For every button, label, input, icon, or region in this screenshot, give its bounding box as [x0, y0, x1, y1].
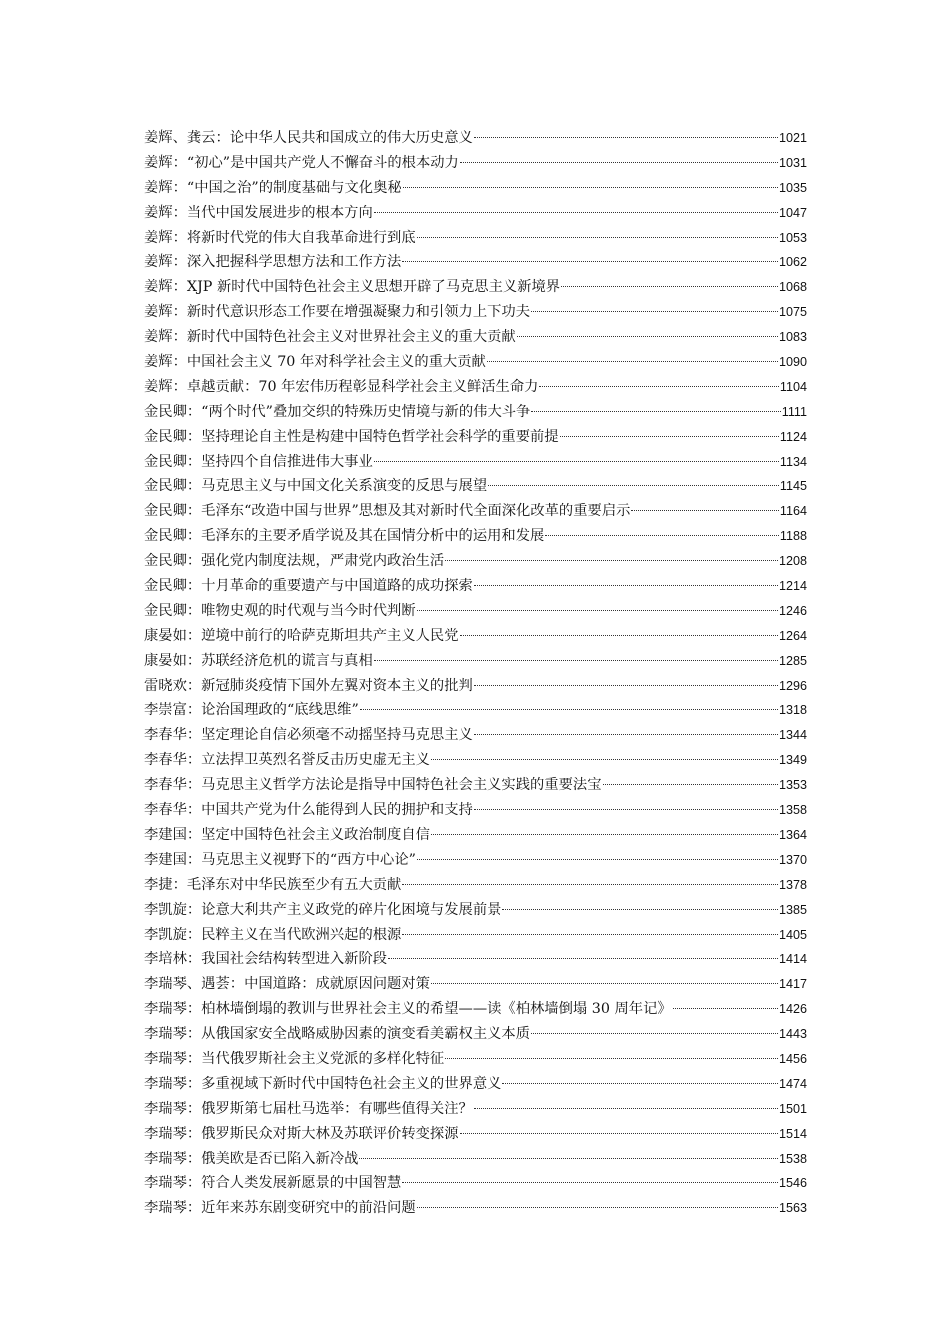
toc-entry[interactable] [144, 1097, 807, 1122]
toc-entry[interactable] [144, 923, 807, 948]
toc-entry-page-number: 1104 [779, 379, 807, 394]
toc-dot-leader [474, 684, 778, 686]
toc-dot-leader [431, 982, 778, 984]
toc-entry-title: 姜辉：当代中国发展进步的根本方向 [144, 204, 373, 221]
toc-dot-leader [474, 584, 778, 586]
toc-entry-title: 李建国：马克思主义视野下的“西方中心论” [144, 851, 416, 868]
toc-entry[interactable] [144, 798, 807, 823]
toc-dot-leader [374, 659, 778, 661]
toc-entry[interactable] [144, 698, 807, 723]
toc-dot-leader [460, 1132, 778, 1134]
toc-entry-page-number: 1021 [778, 131, 807, 145]
toc-entry-page-number: 1474 [778, 1076, 807, 1091]
toc-entry-title: 姜辉：深入把握科学思想方法和工作方法 [144, 254, 402, 271]
toc-entry-page-number: 1414 [778, 952, 807, 967]
toc-entry-title: 金民卿：毛泽东的主要矛盾学说及其在国情分析中的运用和发展 [144, 528, 545, 545]
toc-dot-leader [502, 1082, 778, 1084]
toc-entry[interactable] [144, 674, 807, 699]
toc-dot-leader [561, 285, 778, 287]
toc-entry-title: 姜辉：XJP 新时代中国特色社会主义思想开辟了马克思主义新境界 [144, 279, 561, 296]
toc-entry-page-number: 1296 [778, 678, 807, 693]
toc-entry-page-number: 1456 [778, 1051, 807, 1066]
toc-entry-title: 姜辉：“初心”是中国共产党人不懈奋斗的根本动力 [144, 154, 459, 171]
toc-entry-title: 姜辉：新时代意识形态工作要在增强凝聚力和引领力上下功夫 [144, 304, 531, 321]
toc-entry-page-number: 1501 [778, 1101, 807, 1116]
toc-entry-title: 李建国：坚定中国特色社会主义政治制度自信 [144, 826, 430, 843]
toc-entry[interactable] [144, 400, 807, 425]
toc-dot-leader [474, 136, 778, 138]
toc-entry[interactable] [144, 823, 807, 848]
toc-entry-page-number: 1344 [778, 728, 807, 743]
toc-entry[interactable] [144, 1047, 807, 1072]
toc-entry-page-number: 1364 [778, 827, 807, 842]
toc-entry[interactable] [144, 151, 807, 176]
toc-entry[interactable] [144, 275, 807, 300]
toc-entry-title: 姜辉：卓越贡献：70 年宏伟历程彰显科学社会主义鲜活生命力 [144, 378, 539, 395]
toc-dot-leader [488, 484, 779, 486]
toc-dot-leader [502, 908, 778, 910]
toc-entry-page-number: 1353 [778, 778, 807, 793]
toc-dot-leader [431, 833, 778, 835]
toc-dot-leader [460, 634, 778, 636]
toc-entry-page-number: 1538 [778, 1151, 807, 1166]
toc-entry[interactable] [144, 997, 807, 1022]
toc-entry-page-number: 1385 [778, 902, 807, 917]
toc-dot-leader [531, 410, 780, 412]
toc-dot-leader [474, 1107, 778, 1109]
toc-entry[interactable] [144, 499, 807, 524]
toc-entry-page-number: 1035 [778, 180, 807, 195]
toc-entry[interactable] [144, 375, 807, 400]
toc-dot-leader [445, 1057, 778, 1059]
toc-entry-title: 康晏如：苏联经济危机的谎言与真相 [144, 652, 373, 669]
toc-entry-title: 姜辉：将新时代党的伟大自我革命进行到底 [144, 229, 416, 246]
toc-entry-page-number: 1068 [778, 280, 807, 295]
toc-entry-title: 李捷：毛泽东对中华民族至少有五大贡献 [144, 876, 402, 893]
toc-dot-leader [388, 957, 778, 959]
toc-entry-title: 李瑞琴：俄美欧是否已陷入新冷战 [144, 1150, 359, 1167]
toc-entry-page-number: 1090 [778, 355, 807, 370]
toc-entry-title: 李崇富：论治国理政的“底线思维” [144, 702, 359, 719]
toc-entry-title: 李瑞琴：柏林墙倒塌的教训与世界社会主义的希望——读《柏林墙倒塌 30 周年记》 [144, 1001, 672, 1018]
toc-entry-title: 李瑞琴：俄罗斯民众对斯大林及苏联评价转变探源 [144, 1125, 459, 1142]
toc-entry-title: 李春华：马克思主义哲学方法论是指导中国特色社会主义实践的重要法宝 [144, 777, 602, 794]
toc-entry[interactable] [144, 972, 807, 997]
toc-entry-title: 金民卿：马克思主义与中国文化关系演变的反思与展望 [144, 478, 488, 495]
toc-dot-leader [474, 733, 778, 735]
toc-entry[interactable] [144, 325, 807, 350]
toc-entry[interactable] [144, 599, 807, 624]
toc-dot-leader [460, 161, 778, 163]
toc-entry-title: 李瑞琴：近年来苏东剧变研究中的前沿问题 [144, 1200, 416, 1217]
toc-entry[interactable] [144, 773, 807, 798]
toc-entry-page-number: 1031 [778, 155, 807, 170]
toc-entry-page-number: 1124 [779, 429, 807, 444]
toc-entry-page-number: 1047 [778, 205, 807, 220]
table-of-contents [144, 126, 807, 1221]
toc-entry-title: 李瑞琴：多重视域下新时代中国特色社会主义的世界意义 [144, 1075, 502, 1092]
toc-entry[interactable] [144, 126, 807, 151]
toc-entry-title: 李春华：中国共产党为什么能得到人民的拥护和支持 [144, 802, 473, 819]
toc-entry[interactable] [144, 574, 807, 599]
toc-entry-title: 金民卿：坚持四个自信推进伟大事业 [144, 453, 373, 470]
toc-entry-title: 金民卿：“两个时代”叠加交织的特殊历史情境与新的伟大斗争 [144, 403, 531, 420]
toc-entry[interactable] [144, 474, 807, 499]
toc-entry-page-number: 1349 [778, 753, 807, 768]
toc-entry[interactable] [144, 1022, 807, 1047]
toc-entry-title: 金民卿：强化党内制度法规，严肃党内政治生活 [144, 553, 445, 570]
toc-dot-leader [417, 1206, 778, 1208]
toc-dot-leader [539, 385, 778, 387]
toc-entry-title: 李瑞琴：当代俄罗斯社会主义党派的多样化特征 [144, 1050, 445, 1067]
toc-dot-leader [359, 1157, 778, 1159]
toc-entry-title: 李瑞琴：符合人类发展新愿景的中国智慧 [144, 1175, 402, 1192]
toc-entry-title: 金民卿：唯物史观的时代观与当今时代判断 [144, 602, 416, 619]
toc-dot-leader [374, 211, 778, 213]
toc-dot-leader [417, 858, 778, 860]
toc-entry[interactable] [144, 1072, 807, 1097]
toc-entry-title: 雷晓欢：新冠肺炎疫情下国外左翼对资本主义的批判 [144, 677, 473, 694]
toc-entry-page-number: 1214 [778, 579, 807, 594]
toc-entry-page-number: 1075 [778, 305, 807, 320]
toc-dot-leader [402, 933, 778, 935]
toc-entry-page-number: 1370 [778, 852, 807, 867]
toc-entry-title: 李凯旋：论意大利共产主义政党的碎片化困境与发展前景 [144, 901, 502, 918]
toc-dot-leader [531, 1032, 778, 1034]
toc-entry[interactable] [144, 898, 807, 923]
toc-entry-page-number: 1426 [778, 1002, 807, 1017]
toc-entry[interactable] [144, 425, 807, 450]
toc-entry-page-number: 1111 [781, 404, 807, 419]
toc-entry[interactable] [144, 649, 807, 674]
toc-entry-title: 李春华：立法捍卫英烈名誉反击历史虚无主义 [144, 752, 430, 769]
toc-entry[interactable] [144, 624, 807, 649]
toc-entry-page-number: 1443 [778, 1027, 807, 1042]
toc-entry-page-number: 1285 [778, 653, 807, 668]
toc-entry-title: 姜辉、龚云：论中华人民共和国成立的伟大历史意义 [144, 130, 473, 146]
toc-entry[interactable] [144, 350, 807, 375]
toc-entry-page-number: 1417 [778, 977, 807, 992]
toc-entry-page-number: 1546 [778, 1176, 807, 1191]
toc-entry-title: 姜辉：“中国之治”的制度基础与文化奥秘 [144, 179, 402, 196]
toc-entry-page-number: 1145 [779, 479, 807, 494]
toc-entry-page-number: 1378 [778, 877, 807, 892]
toc-entry[interactable] [144, 250, 807, 275]
toc-entry[interactable] [144, 450, 807, 475]
toc-entry-title: 李春华：坚定理论自信必须毫不动摇坚持马克思主义 [144, 727, 473, 744]
toc-entry[interactable] [144, 1171, 807, 1196]
toc-entry[interactable] [144, 524, 807, 549]
toc-dot-leader [431, 758, 778, 760]
toc-dot-leader [673, 1007, 778, 1009]
toc-entry-title: 金民卿：坚持理论自主性是构建中国特色哲学社会科学的重要前提 [144, 428, 559, 445]
toc-entry-title: 康晏如：逆境中前行的哈萨克斯坦共产主义人民党 [144, 627, 459, 644]
toc-dot-leader [374, 460, 779, 462]
toc-dot-leader [631, 509, 778, 511]
toc-entry-page-number: 1188 [779, 529, 807, 544]
toc-dot-leader [487, 360, 778, 362]
toc-entry-page-number: 1083 [778, 330, 807, 345]
toc-dot-leader [474, 808, 778, 810]
toc-entry[interactable] [144, 176, 807, 201]
toc-entry-page-number: 1246 [778, 603, 807, 618]
toc-entry[interactable] [144, 1122, 807, 1147]
toc-entry-title: 姜辉：中国社会主义 70 年对科学社会主义的重大贡献 [144, 354, 486, 371]
toc-dot-leader [603, 783, 778, 785]
toc-entry[interactable] [144, 947, 807, 972]
toc-dot-leader [545, 534, 779, 536]
toc-entry-page-number: 1053 [778, 230, 807, 245]
toc-dot-leader [417, 236, 778, 238]
toc-entry-page-number: 1134 [779, 454, 807, 469]
toc-entry[interactable] [144, 549, 807, 574]
toc-entry-title: 金民卿：毛泽东“改造中国与世界”思想及其对新时代全面深化改革的重要启示 [144, 503, 631, 520]
toc-dot-leader [517, 335, 778, 337]
toc-entry[interactable] [144, 226, 807, 251]
toc-entry-page-number: 1208 [778, 554, 807, 569]
toc-dot-leader [531, 310, 778, 312]
toc-dot-leader [417, 609, 778, 611]
toc-dot-leader [402, 1181, 778, 1183]
toc-entry-page-number: 1514 [778, 1126, 807, 1141]
toc-entry-page-number: 1358 [778, 803, 807, 818]
toc-dot-leader [402, 883, 778, 885]
toc-entry-page-number: 1563 [778, 1201, 807, 1216]
toc-entry-title: 李瑞琴：俄罗斯第七届杜马选举：有哪些值得关注？ [144, 1100, 473, 1117]
toc-entry-title: 李培林：我国社会结构转型进入新阶段 [144, 951, 388, 968]
toc-entry-title: 李瑞琴：从俄国家安全战略威胁因素的演变看美霸权主义本质 [144, 1026, 531, 1043]
toc-entry-page-number: 1164 [779, 504, 807, 519]
toc-dot-leader [402, 260, 778, 262]
toc-entry-page-number: 1264 [778, 628, 807, 643]
toc-entry-title: 姜辉：新时代中国特色社会主义对世界社会主义的重大贡献 [144, 329, 516, 346]
toc-dot-leader [360, 708, 778, 710]
toc-entry[interactable] [144, 201, 807, 226]
toc-entry[interactable] [144, 848, 807, 873]
toc-dot-leader [403, 186, 778, 188]
toc-entry[interactable] [144, 1196, 807, 1221]
toc-entry[interactable] [144, 873, 807, 898]
toc-entry-page-number: 1405 [778, 927, 807, 942]
toc-entry-title: 金民卿：十月革命的重要遗产与中国道路的成功探索 [144, 578, 473, 595]
toc-entry[interactable] [144, 723, 807, 748]
toc-dot-leader [445, 559, 778, 561]
toc-entry[interactable] [144, 748, 807, 773]
toc-dot-leader [560, 435, 779, 437]
toc-entry[interactable] [144, 300, 807, 325]
toc-entry-page-number: 1318 [778, 703, 807, 718]
toc-entry-page-number: 1062 [778, 255, 807, 270]
toc-entry[interactable] [144, 1147, 807, 1172]
toc-entry-title: 李瑞琴、遇荟：中国道路：成就原因问题对策 [144, 976, 430, 993]
toc-entry-title: 李凯旋：民粹主义在当代欧洲兴起的根源 [144, 926, 402, 943]
